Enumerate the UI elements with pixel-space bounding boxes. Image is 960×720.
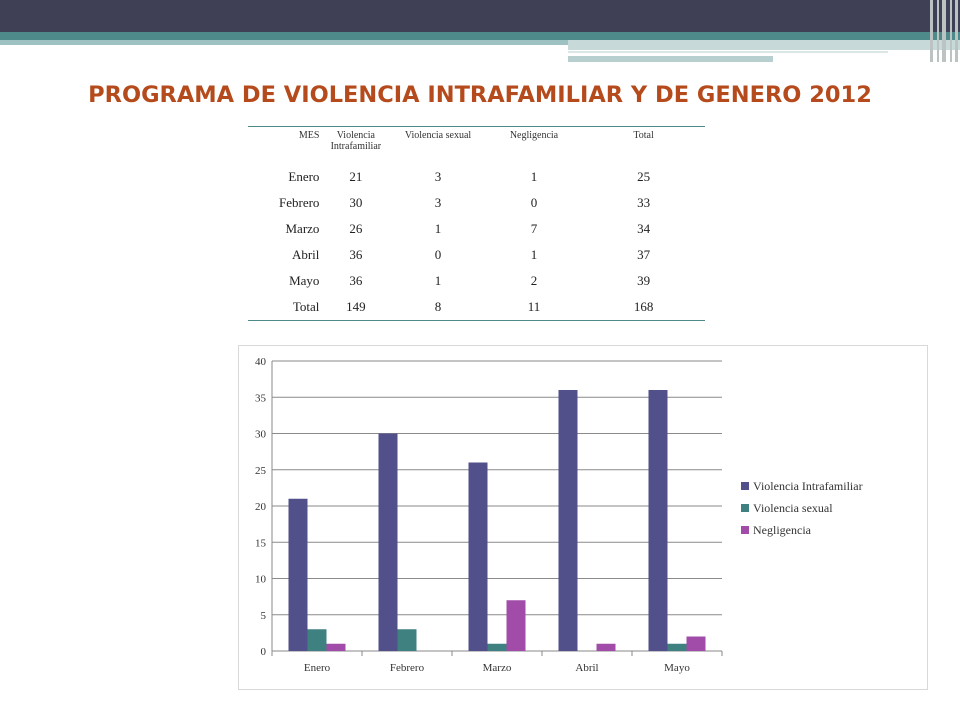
header-vertical-line [942,0,946,62]
cell-value: 8 [434,299,442,314]
cell-value: 36 [349,247,363,262]
cell-value: 1 [434,221,442,236]
table-row [248,242,705,268]
y-tick-label: 15 [255,537,266,550]
cell-value: 1 [434,273,442,288]
legend-label: Negligencia [753,523,811,537]
col-header-total: Total [633,130,654,141]
bar-negligencia-abril [597,644,616,651]
cell-value: 11 [527,299,541,314]
cell-total: 34 [637,221,651,236]
header-vertical-line [937,0,939,62]
cell-value: 30 [349,195,363,210]
col-header-violencia-intrafamiliar: Violencia Intrafamiliar [330,130,382,152]
legend-label: Violencia sexual [753,501,833,515]
cell-value: 149 [346,299,366,314]
bar-violencia-intrafamiliar-abril [559,390,578,651]
header-stripe [568,51,888,53]
header-stripe [568,40,960,50]
bar-negligencia-marzo [507,600,526,651]
bar-violencia-intrafamiliar-mayo [649,390,668,651]
table-row [248,216,705,242]
cell-total: 37 [637,247,651,262]
y-tick-label: 35 [255,392,266,405]
bar-chart [238,345,928,690]
legend-swatch [741,504,749,512]
header-vertical-line [930,0,933,62]
cell-month: Mayo [289,273,320,288]
header-accent-bar [0,32,960,40]
cell-value: 21 [349,169,363,184]
col-header-violencia-sexual: Violencia sexual [404,130,472,141]
x-tick-label: Marzo [482,662,512,674]
cell-month: Febrero [278,195,320,210]
col-header-negligencia: Negligencia [509,130,559,141]
table-row [248,268,705,294]
header-bar [0,0,960,32]
x-tick-label: Mayo [664,662,690,674]
bar-negligencia-mayo [687,637,706,652]
y-tick-label: 30 [255,428,266,441]
cell-value: 7 [530,221,538,236]
cell-value: 26 [349,221,363,236]
cell-total: 25 [637,169,651,184]
cell-month: Abril [291,247,320,262]
bar-violencia-intrafamiliar-febrero [379,434,398,652]
bar-violencia-sexual-mayo [668,644,687,651]
y-tick-label: 5 [260,609,266,622]
cell-month: Total [292,299,320,314]
legend-swatch [741,526,749,534]
header-stripe [568,56,773,62]
y-tick-label: 20 [255,501,266,513]
bar-violencia-intrafamiliar-enero [289,499,308,651]
header-vertical-line [955,0,958,62]
col-header-mes: MES [298,130,320,141]
data-table [248,126,705,321]
page-title: PROGRAMA DE VIOLENCIA INTRAFAMILIAR Y DE GENERO 2012 [88,82,872,108]
table-header-row [248,127,705,165]
bar-violencia-intrafamiliar-marzo [469,463,488,652]
bar-violencia-sexual-febrero [398,629,417,651]
cell-total: 39 [637,273,651,288]
bar-negligencia-enero [327,644,346,651]
cell-total: 33 [637,195,651,210]
x-tick-label: Febrero [389,662,425,674]
y-tick-label: 0 [260,646,266,658]
cell-value: 0 [530,195,538,210]
legend-swatch [741,482,749,490]
x-tick-label: Enero [303,662,331,674]
cell-value: 1 [530,247,538,262]
cell-value: 3 [434,195,442,210]
table-row-total [248,294,705,321]
header-stripe [0,40,568,45]
legend-label: Violencia Intrafamiliar [753,479,863,493]
header-vertical-line [950,0,952,62]
bar-violencia-sexual-enero [308,629,327,651]
cell-value: 2 [530,273,538,288]
cell-month: Enero [288,169,320,184]
y-tick-label: 40 [255,356,266,368]
cell-value: 3 [434,169,442,184]
cell-month: Marzo [285,221,320,236]
cell-value: 36 [349,273,363,288]
y-tick-label: 10 [255,573,266,586]
cell-value: 1 [530,169,538,184]
bar-violencia-sexual-marzo [488,644,507,651]
cell-total: 168 [633,299,654,314]
table-row [248,190,705,216]
y-tick-label: 25 [255,464,266,477]
cell-value: 0 [434,247,442,262]
table-row [248,164,705,190]
x-tick-label: Abril [575,662,599,674]
